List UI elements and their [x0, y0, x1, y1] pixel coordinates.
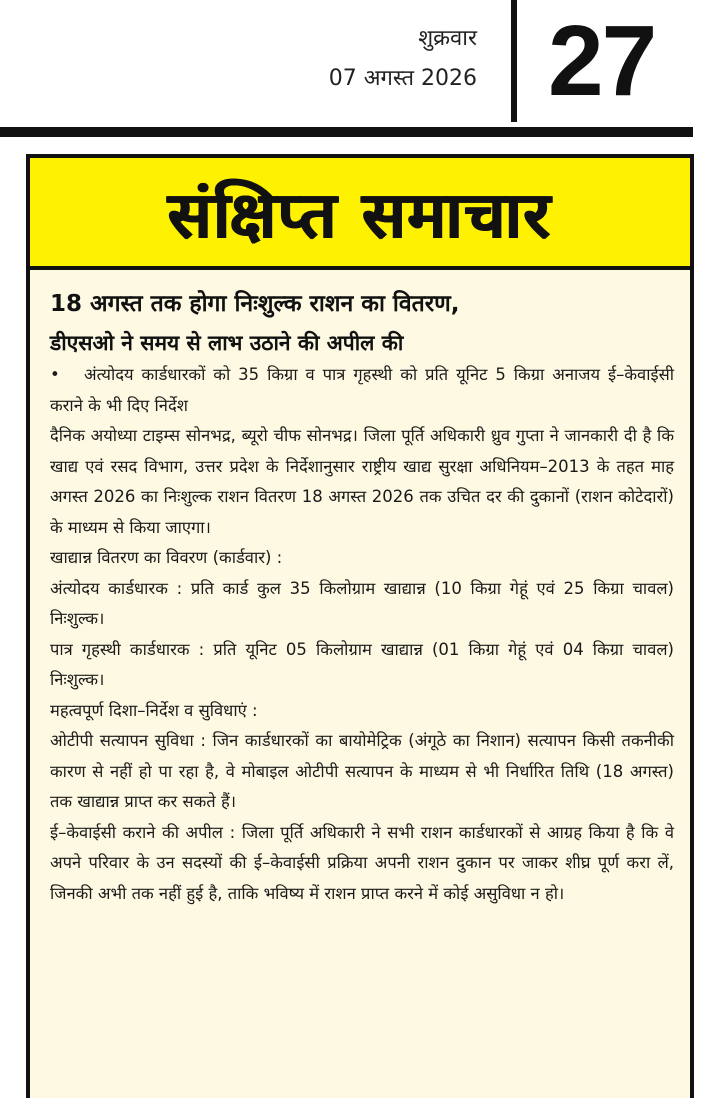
masthead [0, 0, 720, 130]
date-label: 07 अगस्त 2026 [328, 66, 477, 91]
bullet-text: अंत्योदय कार्डधारकों को 35 किग्रा व पात्र गृहस्थी को प्रति यूनिट 5 किग्रा अनाजय ई–केवाईसी कराने के भी दिए निर्देश [50, 365, 674, 415]
news-box [26, 154, 694, 1098]
article [50, 288, 674, 909]
section-banner [30, 158, 690, 270]
article-intro: दैनिक अयोध्या टाइम्स सोनभद्र, ब्यूरो चीफ सोनभद्र। जिला पूर्ति अधिकारी ध्रुव गुप्ता ने जानकारी दी है कि खाद्य एवं रसद विभाग, उत्तर प्रदेश के निर्देशानुसार राष्ट्रीय खाद्य सुरक्षा अधिनियम–2013 के तहत माह अगस्त 2026 का निःशुल्क राशन वितरण 18 अगस्त 2026 तक उचित दर की दुकानों (राशन कोटेदारों) के माध्यम से किया जाएगा। [50, 426, 674, 537]
headline-line-2: डीएसओ ने समय से लाभ उठाने की अपील की [50, 331, 404, 355]
day-label: शुक्रवार [418, 26, 477, 51]
headline-line-1: 18 अगस्त तक होगा निःशुल्क राशन का वितरण, [50, 291, 460, 317]
page-number: 27 [548, 5, 656, 117]
otp-paragraph: ओटीपी सत्यापन सुविधा : जिन कार्डधारकों का बायोमेट्रिक (अंगूठे का निशान) सत्यापन किसी तकनीकी कारण से नहीं हो पा रहा है, वे मोबाइल ओटीपी सत्यापन के माध्यम से भी निर्धारित तिथि (18 अगस्त) तक खाद्यान्न प्राप्त कर सकते हैं। [50, 731, 674, 811]
vertical-divider [511, 0, 517, 122]
horizontal-divider [0, 127, 693, 137]
bullet-symbol: • [50, 365, 60, 384]
article-bullet [50, 360, 674, 421]
patra-paragraph: पात्र गृहस्थी कार्डधारक : प्रति यूनिट 05 किलोग्राम खाद्यान्न (01 किग्रा गेहूं एवं 04 किग्रा चावल) निःशुल्क। [50, 639, 674, 689]
ekyc-paragraph: ई–केवाईसी कराने की अपील : जिला पूर्ति अधिकारी ने सभी राशन कार्डधारकों से आग्रह किया है कि वे अपने परिवार के उन सदस्यों की ई–केवाईसी प्रक्रिया अपनी राशन दुकान पर जाकर शीघ्र पूर्ण करा लें, जिनकी अभी तक नहीं हुई है, ताकि भविष्य में राशन प्राप्त करने में कोई असुविधा न हो। [50, 822, 674, 903]
antyodaya-paragraph: अंत्योदय कार्डधारक : प्रति कार्ड कुल 35 किलोग्राम खाद्यान्न (10 किग्रा गेहूं एवं 25 किग्रा चावल) निःशुल्क। [50, 578, 674, 628]
guidelines-heading: महत्वपूर्ण दिशा–निर्देश व सुविधाएं : [50, 700, 258, 720]
distribution-heading: खाद्यान्न वितरण का विवरण (कार्डवार) : [50, 548, 283, 567]
section-title: संक्षिप्त समाचार [168, 178, 552, 253]
